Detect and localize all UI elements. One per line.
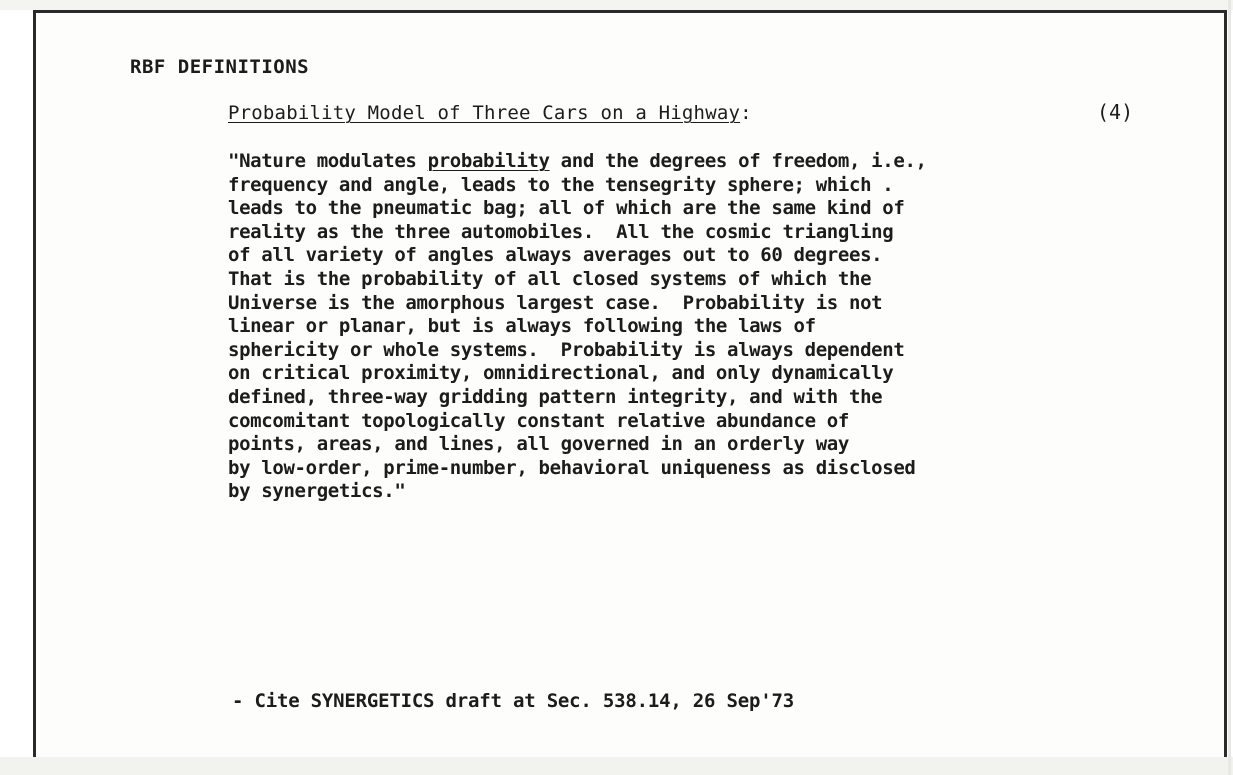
quote-line-1-suffix: and the degrees of freedom, i.e., — [549, 150, 927, 172]
definition-term-colon: : — [740, 102, 752, 124]
quote-line-1-prefix: "Nature modulates — [228, 150, 428, 172]
citation: - Cite SYNERGETICS draft at Sec. 538.14, 26 Sep'73 — [232, 690, 794, 712]
quote-line: comcomitant topologically constant relative abundance of — [228, 409, 849, 432]
definition-quote — [228, 150, 1128, 504]
next-card-edge — [0, 757, 1233, 775]
quote-line: Universe is the amorphous largest case. Probability is not — [228, 291, 883, 314]
quote-line: leads to the pneumatic bag; all of which are the same kind of — [228, 197, 905, 220]
quote-line: defined, three-way gridding pattern integrity, and with the — [228, 385, 883, 408]
quote-line: by synergetics." — [228, 480, 406, 503]
quote-line: points, areas, and lines, all governed in an orderly way — [228, 433, 849, 456]
card-number: (4) — [1097, 100, 1134, 124]
card-top-edge — [0, 0, 1233, 10]
quote-line: on critical proximity, omnidirectional, and only dynamically — [228, 362, 894, 385]
quote-line: of all variety of angles always averages out to 60 degrees. — [228, 244, 883, 267]
card-heading: RBF DEFINITIONS — [130, 56, 310, 78]
quote-line: That is the probability of all closed systems of which the — [228, 267, 872, 290]
quote-line: sphericity or whole systems. Probability is always dependent — [228, 338, 905, 361]
quote-underlined-word: probability — [427, 150, 550, 172]
quote-line: by low-order, prime-number, behavioral uniqueness as disclosed — [228, 456, 916, 479]
right-margin-strip — [1228, 0, 1231, 775]
quote-line: linear or planar, but is always following the laws of — [228, 315, 816, 338]
quote-line: frequency and angle, leads to the tensegrity sphere; which . — [228, 173, 894, 196]
definition-term-title: Probability Model of Three Cars on a Highway — [228, 102, 741, 124]
quote-line: reality as the three automobiles. All the cosmic triangling — [228, 220, 894, 243]
definition-term — [228, 102, 752, 124]
